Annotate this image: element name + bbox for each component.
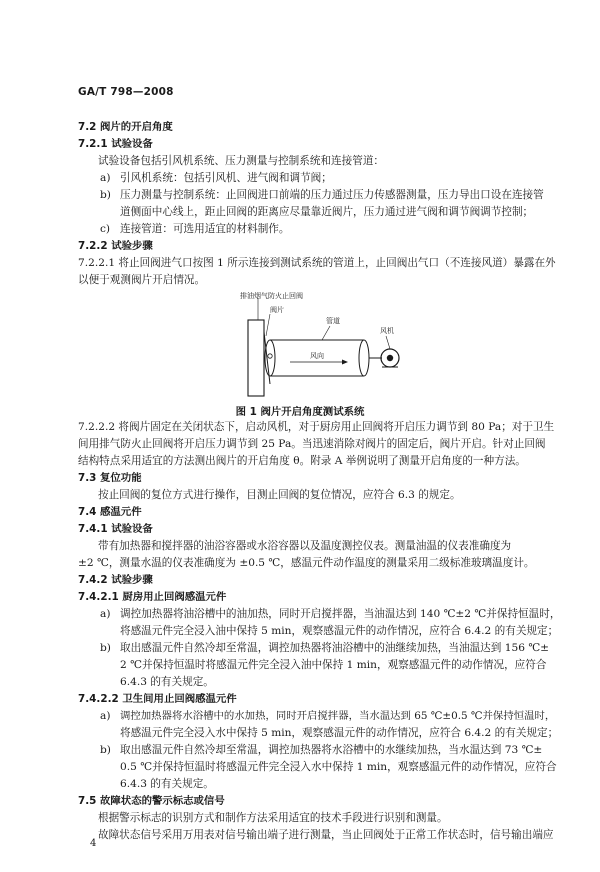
list-item: 连接管道：可选用适宜的材料制作。 bbox=[120, 223, 290, 235]
paragraph: 按止回阀的复位方式进行操作，目测止回阀的复位情况，应符合 6.3 的规定。 bbox=[98, 489, 461, 501]
page-number: 4 bbox=[90, 838, 97, 849]
pipe-outlet bbox=[359, 340, 369, 376]
heading-7-4-2: 7.4.2 试验步骤 bbox=[78, 574, 153, 586]
wind-arrow-head bbox=[342, 360, 348, 365]
label-fan: 风机 bbox=[380, 327, 394, 335]
paragraph: 根据警示标志的识别方式和制作方法采用适宜的技术手段进行识别和测量。 bbox=[98, 812, 448, 824]
fan-hub bbox=[387, 355, 393, 361]
heading-7-2: 7.2 阀片的开启角度 bbox=[78, 121, 173, 133]
list-marker: a) bbox=[100, 710, 111, 722]
leader-pipe bbox=[322, 326, 330, 340]
figure-test-system bbox=[230, 292, 430, 402]
figure-caption: 图 1 阀片开启角度测试系统 bbox=[235, 406, 365, 418]
paragraph: 7.2.2.1 将止回阀进气口按图 1 所示连接到测试系统的管道上，止回阀出气口（不连接风道）暴露在外 bbox=[78, 257, 556, 269]
label-pipe: 管道 bbox=[326, 317, 340, 325]
list-item-continued: 将感温元件完全浸入油中保持 5 min，观察感温元件的动作情况，应符合 6.4.2 的有关规定； bbox=[120, 625, 559, 637]
list-item-continued: 6.4.3 的有关规定。 bbox=[120, 676, 214, 688]
list-item: 取出感温元件自然冷却至常温，调控加热器将油浴槽中的油继续加热，当油温达到 156 ℃± bbox=[120, 642, 550, 654]
list-item-continued: 2 ℃并保持恒温时将感温元件完全浸入油中保持 1 min，观察感温元件的动作情况，应符合 bbox=[120, 659, 547, 671]
paragraph: 7.2.2.2 将阀片固定在关闭状态下，启动风机，对于厨房用止回阀将开启压力调节到 80 Pa；对于卫生 bbox=[78, 421, 555, 433]
paragraph: 故障状态信号采用万用表对信号输出端子进行测量，当止回阀处于正常工作状态时，信号输出端应 bbox=[98, 829, 554, 841]
list-item-continued: 道侧面中心线上，距止回阀的距离应尽量靠近阀片，压力通过进气阀和调节阀调节控制； bbox=[120, 206, 534, 218]
paragraph-continued: 结构特点采用适宜的方法测出阀片的开启角度 θ。附录 A 举例说明了测量开启角度的一种方法。 bbox=[78, 455, 526, 467]
label-valve: 排油烟气防火止回阀 bbox=[240, 292, 303, 300]
list-item-continued: 0.5 ℃并保持恒温时将感温元件完全浸入水中保持 1 min，观察感温元件的动作情况，应符合 bbox=[120, 761, 557, 773]
heading-7-4-2-2: 7.4.2.2 卫生间用止回阀感温元件 bbox=[78, 693, 237, 705]
list-marker: a) bbox=[100, 608, 111, 620]
heading-7-3: 7.3 复位功能 bbox=[78, 472, 142, 484]
standard-code: GA/T 798—2008 bbox=[78, 86, 174, 98]
paragraph: 试验设备包括引风机系统、压力测量与控制系统和连接管道： bbox=[98, 155, 385, 167]
list-item: 压力测量与控制系统：止回阀进口前端的压力通过压力传感器测量，压力导出口设在连接管 bbox=[120, 189, 544, 201]
heading-7-4: 7.4 感温元件 bbox=[78, 506, 142, 518]
heading-7-5: 7.5 故障状态的警示标志或信号 bbox=[78, 795, 225, 807]
list-marker: b) bbox=[100, 642, 111, 654]
heading-7-4-1: 7.4.1 试验设备 bbox=[78, 523, 153, 535]
valve-body bbox=[248, 320, 264, 396]
heading-7-2-1: 7.2.1 试验设备 bbox=[78, 138, 153, 150]
list-marker: c) bbox=[100, 223, 111, 235]
paragraph-continued: 以便于观测阀片开启情况。 bbox=[78, 274, 206, 286]
test-system-diagram bbox=[230, 292, 430, 402]
list-item: 引风机系统：包括引风机、进气阀和调节阀； bbox=[120, 172, 332, 184]
leader-fan bbox=[386, 336, 390, 349]
list-item-continued: 将感温元件完全浸入水中保持 5 min，观察感温元件的动作情况，应符合 6.4.2 的有关规定； bbox=[120, 727, 559, 739]
list-item: 调控加热器将油浴槽中的油加热，同时开启搅拌器，当油温达到 140 ℃±2 ℃并保持恒温时， bbox=[120, 608, 561, 620]
label-wind: 风向 bbox=[310, 352, 324, 360]
paragraph-continued: ±2 ℃，测量水温的仪表准确度为 ±0.5 ℃，感温元件动作温度的测量采用二级标准玻璃温度计。 bbox=[78, 557, 535, 569]
list-marker: b) bbox=[100, 189, 111, 201]
pressure-port bbox=[268, 354, 272, 358]
heading-7-4-2-1: 7.4.2.1 厨房用止回阀感温元件 bbox=[78, 591, 227, 603]
paragraph-continued: 间用排气防火止回阀将开启压力调节到 25 Pa。当迅速消除对阀片的固定后，阀片开启。针对止回阀 bbox=[78, 438, 546, 450]
list-item: 取出感温元件自然冷却至常温，调控加热器将水浴槽中的水继续加热，当水温达到 73 ℃± bbox=[120, 744, 543, 756]
leader-blade bbox=[266, 314, 270, 336]
list-marker: b) bbox=[100, 744, 111, 756]
label-blade: 阀片 bbox=[270, 306, 284, 314]
list-item: 调控加热器将水浴槽中的水加热，同时开启搅拌器，当水温达到 65 ℃±0.5 ℃并保持恒温时， bbox=[120, 710, 556, 722]
list-item-continued: 6.4.3 的有关规定。 bbox=[120, 778, 214, 790]
paragraph: 带有加热器和搅拌器的油浴容器或水浴容器以及温度测控仪表。测量油温的仪表准确度为 bbox=[98, 540, 512, 552]
heading-7-2-2: 7.2.2 试验步骤 bbox=[78, 240, 153, 252]
list-marker: a) bbox=[100, 172, 111, 184]
